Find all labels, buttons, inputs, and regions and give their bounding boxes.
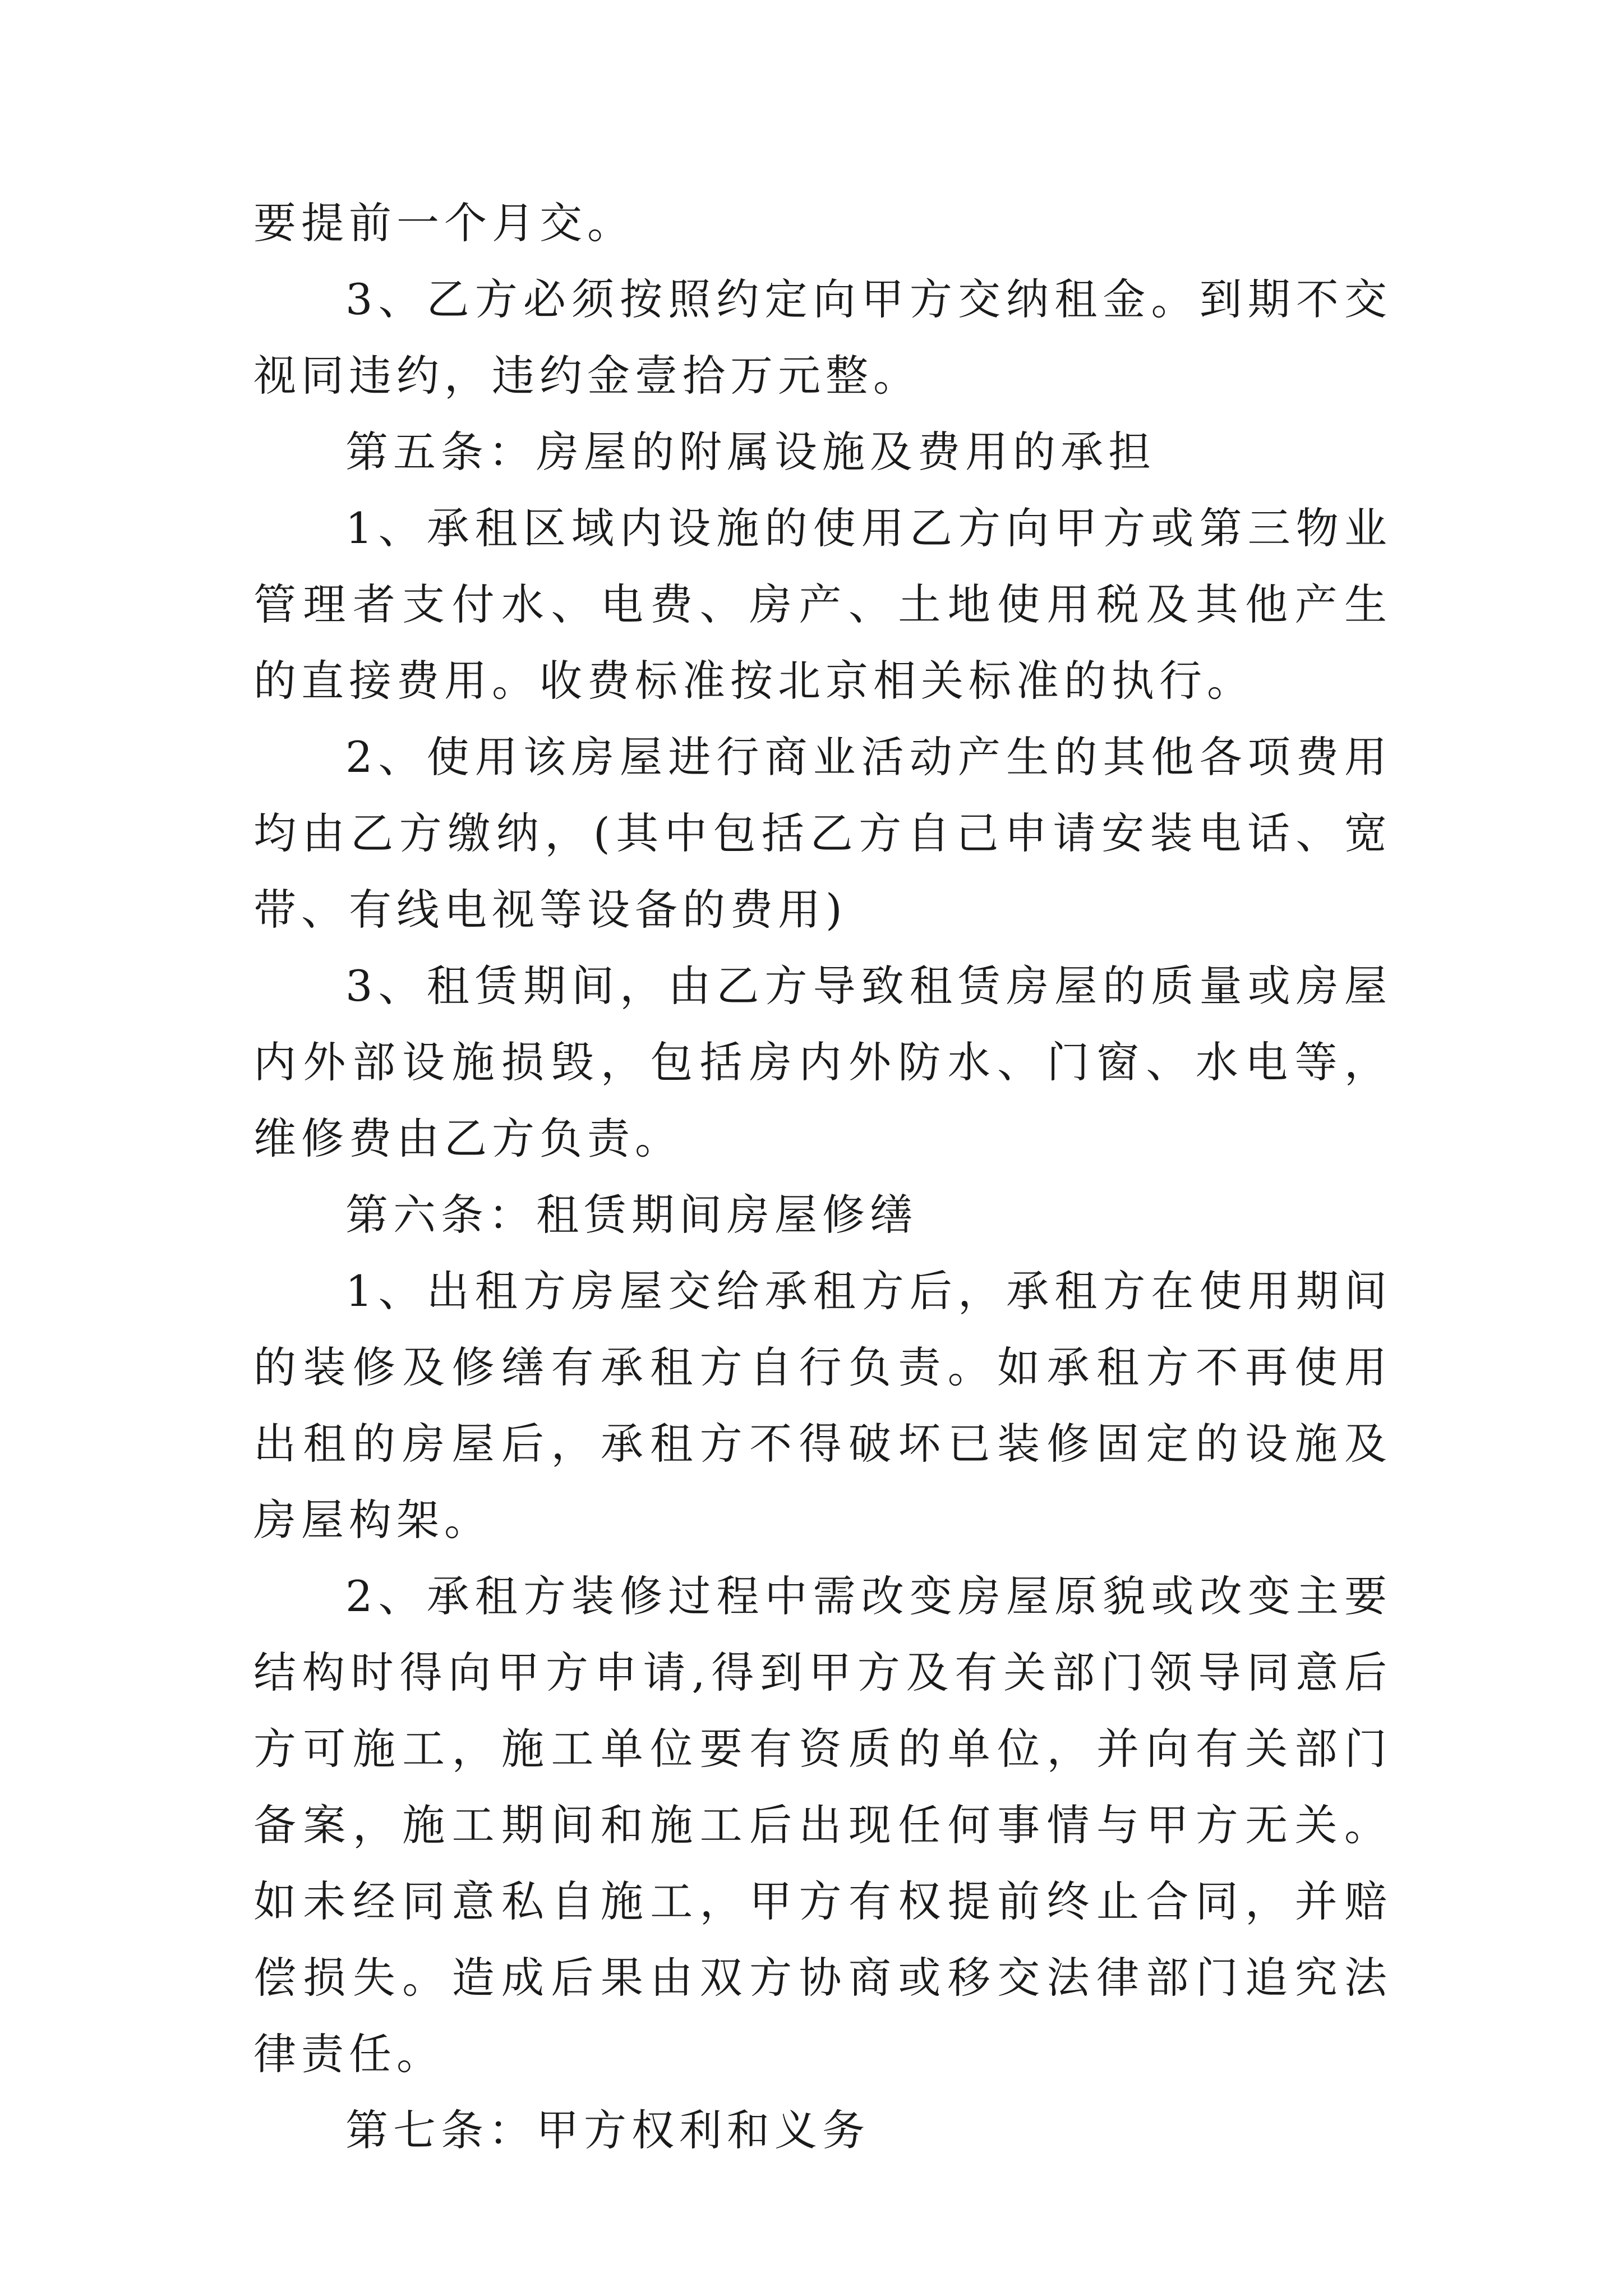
article-5-heading: 第五条：房屋的附属设施及费用的承担 bbox=[345, 427, 1156, 477]
paragraph-structural-change: 2、承租方装修过程中需改变房屋原貌或改变主要结构时得向甲方申请,得到甲方及有关部门领导同意后方可施工，施工单位要有资质的单位，并向有关部门备案，施工期间和施工后出现任何事情与甲方无关。如未经同意私自施工，甲方有权提前终止合同，并赔偿损失。造成后果由双方协商或移交法律部门追究法律责任。 bbox=[253, 1571, 1392, 2079]
paragraph-damage-repair: 3、租赁期间，由乙方导致租赁房屋的质量或房屋内外部设施损毁，包括房内外防水、门窗、水电等，维修费由乙方负责。 bbox=[253, 961, 1392, 1163]
paragraph-renovation: 1、出租方房屋交给承租方后，承租方在使用期间的装修及修缮有承租方自行负责。如承租方不再使用出租的房屋后，承租方不得破坏已装修固定的设施及房屋构架。 bbox=[253, 1266, 1392, 1545]
document-page bbox=[253, 185, 1392, 2169]
article-6-heading: 第六条：租赁期间房屋修缮 bbox=[345, 1190, 917, 1240]
paragraph-continuation: 要提前一个月交。 bbox=[253, 198, 635, 248]
paragraph-business-fees: 2、使用该房屋进行商业活动产生的其他各项费用均由乙方缴纳，(其中包括乙方自己申请安装电话、宽带、有线电视等设备的费用) bbox=[253, 732, 1392, 935]
article-7-heading: 第七条：甲方权利和义务 bbox=[345, 2105, 870, 2155]
paragraph-rent-payment: 3、乙方必须按照约定向甲方交纳租金。到期不交视同违约，违约金壹拾万元整。 bbox=[253, 274, 1392, 401]
paragraph-facility-fees: 1、承租区域内设施的使用乙方向甲方或第三物业管理者支付水、电费、房产、土地使用税及其他产生的直接费用。收费标准按北京相关标准的执行。 bbox=[253, 503, 1392, 706]
